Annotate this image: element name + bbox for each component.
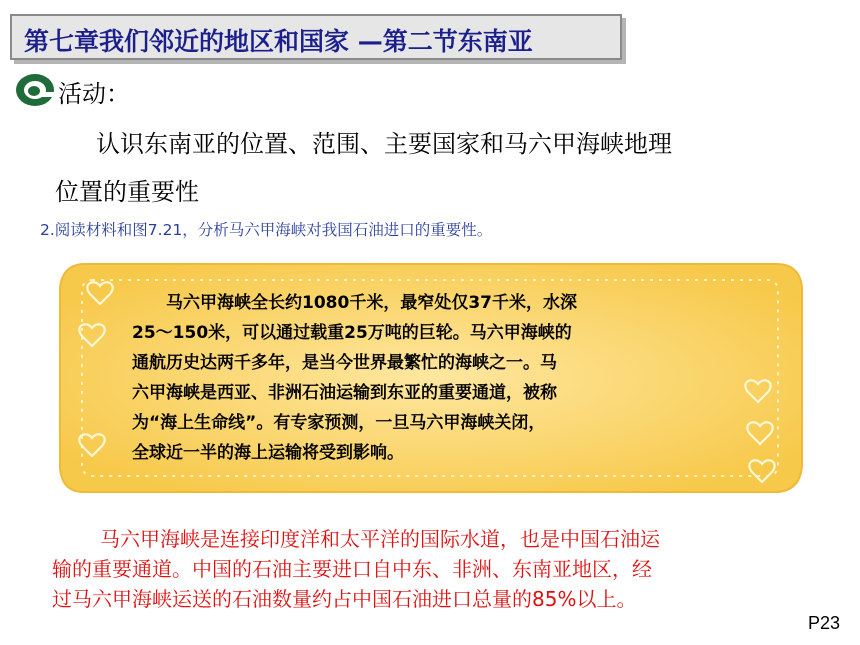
objective-line: 认识东南亚的位置、范围、主要国家和马六甲海峡地理 [96,130,672,158]
material-card [52,258,808,498]
note-line: 过马六甲海峡运送的石油数量约占中国石油进口总量的85%以上。 [52,587,637,611]
material-line: 六甲海峡是西亚、非洲石油运输到东亚的重要通道，被称 [132,383,557,403]
material-text [132,288,732,468]
activity-circle-icon [14,72,56,108]
material-line: 通航历史达两千多年，是当今世界最繁忙的海峡之一。马 [132,353,557,373]
page-number: P23 [808,613,841,633]
title-box [10,14,622,60]
activity-label: 活动： [58,80,130,108]
material-line: 全球近一半的海上运输将受到影响。 [132,443,404,463]
material-line: 为“海上生命线”。有专家预测，一旦马六甲海峡关闭， [132,413,546,433]
note-line: 马六甲海峡是连接印度洋和太平洋的国际水道，也是中国石油运 [80,527,660,551]
note-line: 输的重要通道。中国的石油主要进口自中东、非洲、东南亚地区，经 [52,557,652,581]
page-title: 第七章我们邻近的地区和国家 —第二节东南亚 [24,27,533,56]
material-line: 25～150米，可以通过载重25万吨的巨轮。马六甲海峡的 [132,323,572,343]
material-line: 马六甲海峡全长约1080千米，最窄处仅37千米，水深 [132,293,577,313]
question-text: 2.阅读材料和图7.21，分析马六甲海峡对我国石油进口的重要性。 [40,221,493,239]
answer-note [52,524,820,614]
objective-line: 位置的重要性 [55,178,199,206]
